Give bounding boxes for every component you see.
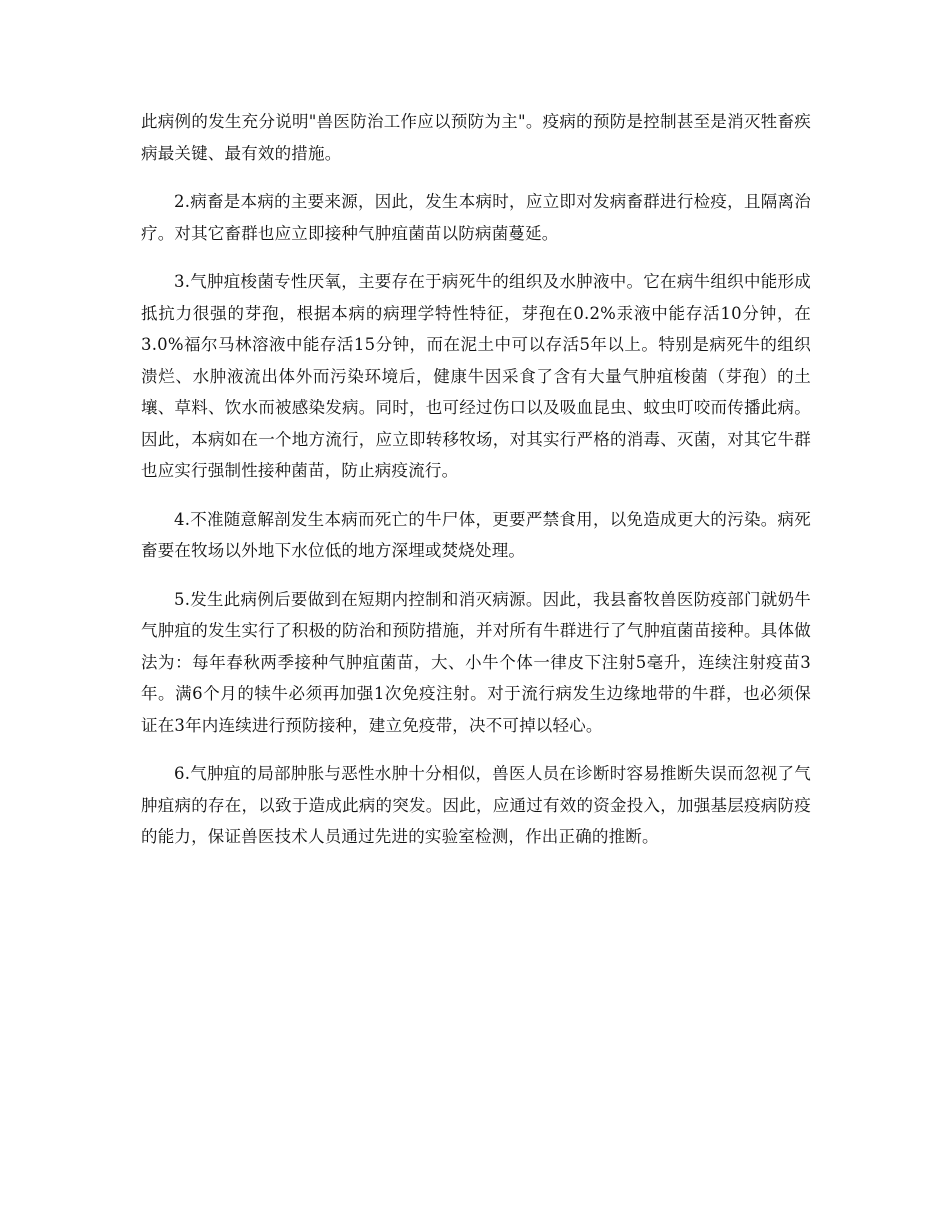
paragraph-intro-continuation: 此病例的发生充分说明"兽医防治工作应以预防为主"。疫病的预防是控制甚至是消灭牲畜疾病最关键、最有效的措施。 — [141, 112, 811, 163]
paragraph-item-2: 2.病畜是本病的主要来源，因此，发生本病时，应立即对发病畜群进行检疫，且隔离治疗。对其它畜群也应立即接种气肿疽菌苗以防病菌蔓延。 — [141, 192, 811, 243]
document-body — [141, 106, 811, 870]
paragraph-item-4: 4.不准随意解剖发生本病而死亡的牛尸体，更要严禁食用，以免造成更大的污染。病死畜要在牧场以外地下水位低的地方深埋或焚烧处理。 — [141, 509, 811, 560]
paragraph-item-6: 6.气肿疽的局部肿胀与恶性水肿十分相似，兽医人员在诊断时容易推断失误而忽视了气肿疽病的存在，以致于造成此病的突发。因此，应通过有效的资金投入，加强基层疫病防疫的能力，保证兽医技术人员通过先进的实验室检测，作出正确的推断。 — [141, 764, 811, 846]
paragraph-item-3: 3.气肿疽梭菌专性厌氧，主要存在于病死牛的组织及水肿液中。它在病牛组织中能形成抵抗力很强的芽孢，根据本病的病理学特性特征，芽孢在0.2%汞液中能存活10分钟，在3.0%福尔马林溶液中能存活15分钟，而在泥土中可以存活5年以上。特别是病死牛的组织溃烂、水肿液流出体外而污染环境后，健康牛因采食了含有大量气肿疽梭菌（芽孢）的土壤、草料、饮水而被感染发病。同时，也可经过伤口以及吸血昆虫、蚊虫叮咬而传播此病。因此，本病如在一个地方流行，应立即转移牧场，对其实行严格的消毒、灭菌，对其它牛群也应实行强制性接种菌苗，防止病疫流行。 — [141, 272, 811, 480]
paragraph-item-5: 5.发生此病例后要做到在短期内控制和消灭病源。因此，我县畜牧兽医防疫部门就奶牛气肿疽的发生实行了积极的防治和预防措施，并对所有牛群进行了气肿疽菌苗接种。具体做法为：每年春秋两季接种气肿疽菌苗，大、小牛个体一律皮下注射5毫升，连续注射疫苗3年。满6个月的犊牛必须再加强1次免疫注射。对于流行病发生边缘地带的牛群，也必须保证在3年内连续进行预防接种，建立免疫带，决不可掉以轻心。 — [141, 589, 811, 735]
